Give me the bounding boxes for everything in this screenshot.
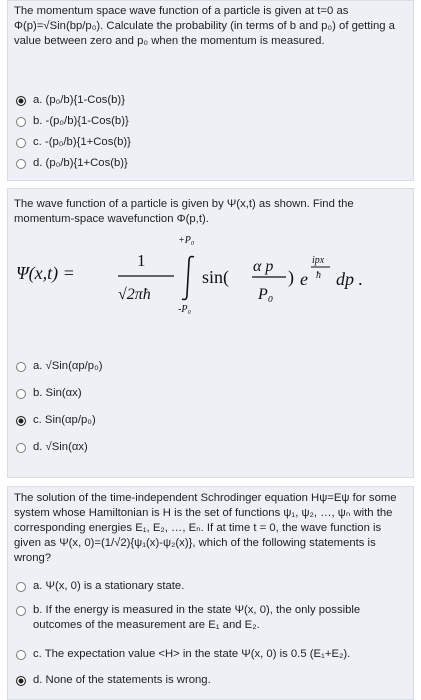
equation-graphic xyxy=(8,233,415,333)
eq-sin: sin( xyxy=(202,267,229,287)
eq-lhs: Ψ(x,t) = xyxy=(16,263,75,283)
eq-dp: dp . xyxy=(336,269,363,289)
q1-option-b[interactable] xyxy=(16,114,407,134)
radio-icon[interactable] xyxy=(16,582,26,592)
q2-option-c-label: c. Sin(αp/p₀) xyxy=(33,414,96,426)
q3-option-c[interactable] xyxy=(16,647,407,667)
radio-icon[interactable] xyxy=(16,362,26,372)
eq-upper-limit: +P₀ xyxy=(178,235,195,246)
q1-option-c[interactable] xyxy=(16,135,407,155)
radio-selected-icon[interactable] xyxy=(16,676,26,686)
integral-sign-icon xyxy=(182,257,194,300)
q3-option-b[interactable] xyxy=(16,603,407,637)
radio-selected-icon[interactable] xyxy=(16,416,26,426)
radio-icon[interactable] xyxy=(16,117,26,127)
radio-icon[interactable] xyxy=(16,443,26,453)
q2-option-a-label: a. √Sin(αp/p₀) xyxy=(33,360,103,372)
q3-option-d[interactable] xyxy=(16,673,407,693)
radio-icon[interactable] xyxy=(16,138,26,148)
eq-exp-num: ipx xyxy=(312,255,325,266)
q3-option-b-label: b. If the energy is measured in the state Ψ(x, 0), the only possible outcomes of the measurement are E₁ and E₂. xyxy=(33,604,361,631)
q3-option-c-label: c. The expectation value <H> in the state Ψ(x, 0) is 0.5 (E₁+E₂). xyxy=(33,648,351,660)
radio-icon[interactable] xyxy=(16,650,26,660)
q1-option-d-label: d. (p₀/b){1+Cos(b)} xyxy=(33,157,128,169)
eq-close-paren: ) xyxy=(288,267,294,287)
question-1-card xyxy=(7,0,414,181)
radio-selected-icon[interactable] xyxy=(16,96,26,106)
question-3-card xyxy=(7,486,414,700)
eq-num: 1 xyxy=(137,251,146,270)
eq-exp-den: ħ xyxy=(316,270,321,281)
eq-den: √2πħ xyxy=(118,286,151,303)
radio-icon[interactable] xyxy=(16,389,26,399)
question-3-text: The solution of the time-independent Schrodinger equation Hψ=Eψ for some system whose Hamiltonian is H is the set of functions ψ₁, ψ₂, …, ψₙ with the corresponding energies E₁, E₂, …, Eₙ. If at time t = 0, the wave function is given as Ψ(x, 0)=(1/√2){ψ₁(x)-ψ₂(x)}, which of the following statements is wrong? xyxy=(14,492,397,564)
q2-option-b[interactable] xyxy=(16,386,407,406)
q2-option-b-label: b. Sin(αx) xyxy=(33,387,82,399)
q1-option-c-label: c. -(p₀/b){1+Cos(b)} xyxy=(33,136,131,148)
q1-option-a[interactable] xyxy=(16,93,407,113)
question-1-text: The momentum space wave function of a particle is given at t=0 as Φ(p)=√Sin(bp/p₀). Calculate the probability (in terms of b and p₀) of getting a value between zero and p₀ when the momentum is measured. xyxy=(14,5,395,47)
q2-option-d-label: d. √Sin(αx) xyxy=(33,441,88,453)
q3-option-d-label: d. None of the statements is wrong. xyxy=(33,674,211,686)
wavefunction-equation xyxy=(8,233,415,333)
question-2-card xyxy=(7,188,414,478)
q3-option-a-label: a. Ψ(x, 0) is a stationary state. xyxy=(33,580,185,592)
question-2-text: The wave function of a particle is given by Ψ(x,t) as shown. Find the momentum-space wavefunction Φ(p,t). xyxy=(14,198,354,225)
q2-option-d[interactable] xyxy=(16,440,407,460)
eq-exp-base: e xyxy=(300,269,308,289)
q1-option-a-label: a. (p₀/b){1-Cos(b)} xyxy=(33,94,125,106)
eq-frac-den: P₀ xyxy=(258,286,274,303)
eq-frac-num: α p xyxy=(253,258,274,275)
radio-icon[interactable] xyxy=(16,606,26,616)
q1-option-d[interactable] xyxy=(16,156,407,176)
q3-option-a[interactable] xyxy=(16,579,407,599)
q2-option-c[interactable] xyxy=(16,413,407,433)
q1-option-b-label: b. -(p₀/b){1-Cos(b)} xyxy=(33,115,129,127)
q2-option-a[interactable] xyxy=(16,359,407,379)
eq-lower-limit: -P₀ xyxy=(178,304,191,315)
radio-icon[interactable] xyxy=(16,159,26,169)
